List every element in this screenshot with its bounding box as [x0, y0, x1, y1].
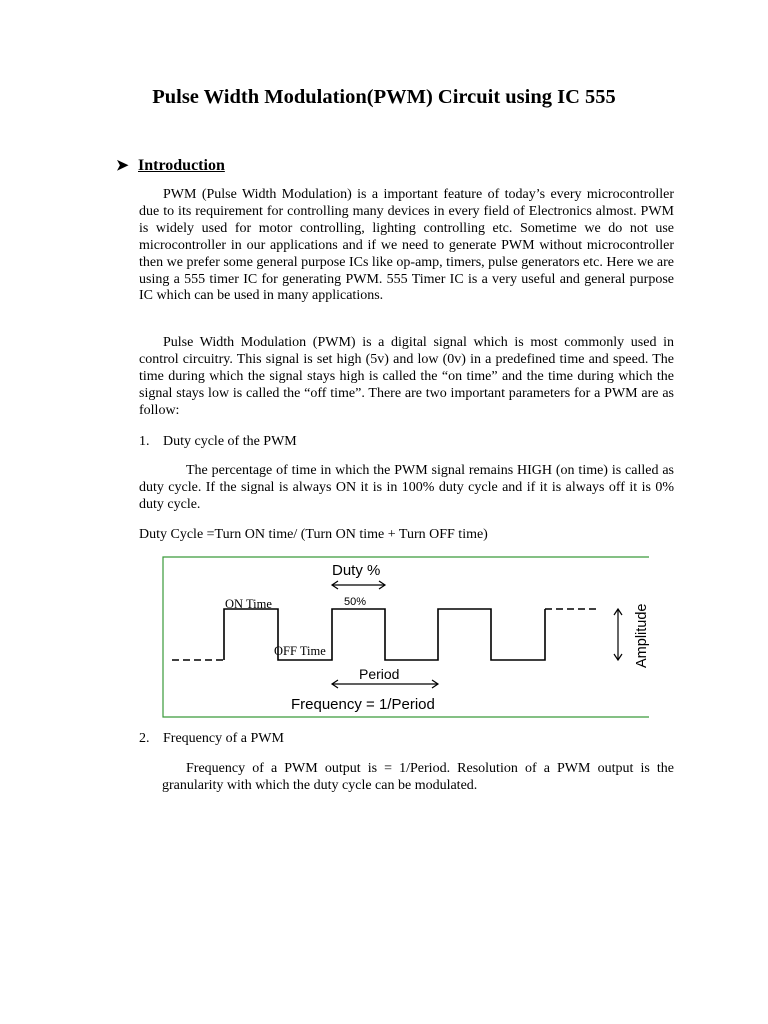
list-item-duty-cycle — [139, 433, 297, 450]
list-item-number: 2. — [139, 731, 150, 746]
signal-paragraph: Pulse Width Modulation (PWM) is a digital signal which is most commonly used in control circuitry. This signal is set high (5v) and low (0v) in a predefined time and speed. The time during which the signal stays high is called the “on time” and the time during which the signal stays low is called the “off time”. There are two important parameters for a PWM are as follow: — [139, 335, 674, 418]
duty-label: Duty % — [332, 562, 381, 579]
on-time-label: ON Time — [225, 597, 272, 611]
list-item-frequency — [139, 730, 284, 747]
pwm-waveform-figure — [162, 556, 650, 718]
frequency-paragraph: Frequency of a PWM output is = 1/Period. Resolution of a PWM output is the granularity with which the duty cycle can be modulated. — [162, 761, 674, 793]
off-time-label: OFF Time — [274, 644, 326, 658]
document-title: Pulse Width Modulation(PWM) Circuit using IC 555 — [152, 86, 616, 108]
intro-paragraph: PWM (Pulse Width Modulation) is a important feature of today’s every microcontroller due to its requirement for controlling many devices in every field of Electronics almost. PWM is widely used for motor controlling, lighting controlling etc. Sometime we do not use microcontroller in our applications and if we need to generate PWM without microcontroller then we prefer some general purpose ICs like op-amp, timers, pulse generators etc. Here we are using a 555 timer IC for generating PWM. 555 Timer IC is a very useful and general purpose IC which can be used in many applications. — [139, 187, 674, 304]
period-label: Period — [359, 666, 400, 682]
list-item-label: Frequency of a PWM — [163, 731, 284, 746]
arrowhead-bullet-icon: ➤ — [116, 158, 129, 174]
percent-label: 50% — [344, 596, 367, 608]
duty-cycle-formula: Duty Cycle =Turn ON time/ (Turn ON time + Turn OFF time) — [139, 527, 488, 542]
frequency-label: Frequency = 1/Period — [291, 696, 435, 713]
list-item-label: Duty cycle of the PWM — [163, 434, 297, 449]
section-heading — [116, 156, 225, 175]
section-heading-label: Introduction — [138, 157, 225, 174]
amplitude-label: Amplitude — [634, 603, 650, 668]
duty-cycle-paragraph: The percentage of time in which the PWM signal remains HIGH (on time) is called as duty cycle. If the signal is always ON it is in 100% duty cycle and if it is always off it is 0% duty cycle. — [139, 463, 674, 512]
figure-border — [163, 557, 649, 717]
pwm-square-wave — [224, 609, 545, 660]
list-item-number: 1. — [139, 434, 150, 449]
